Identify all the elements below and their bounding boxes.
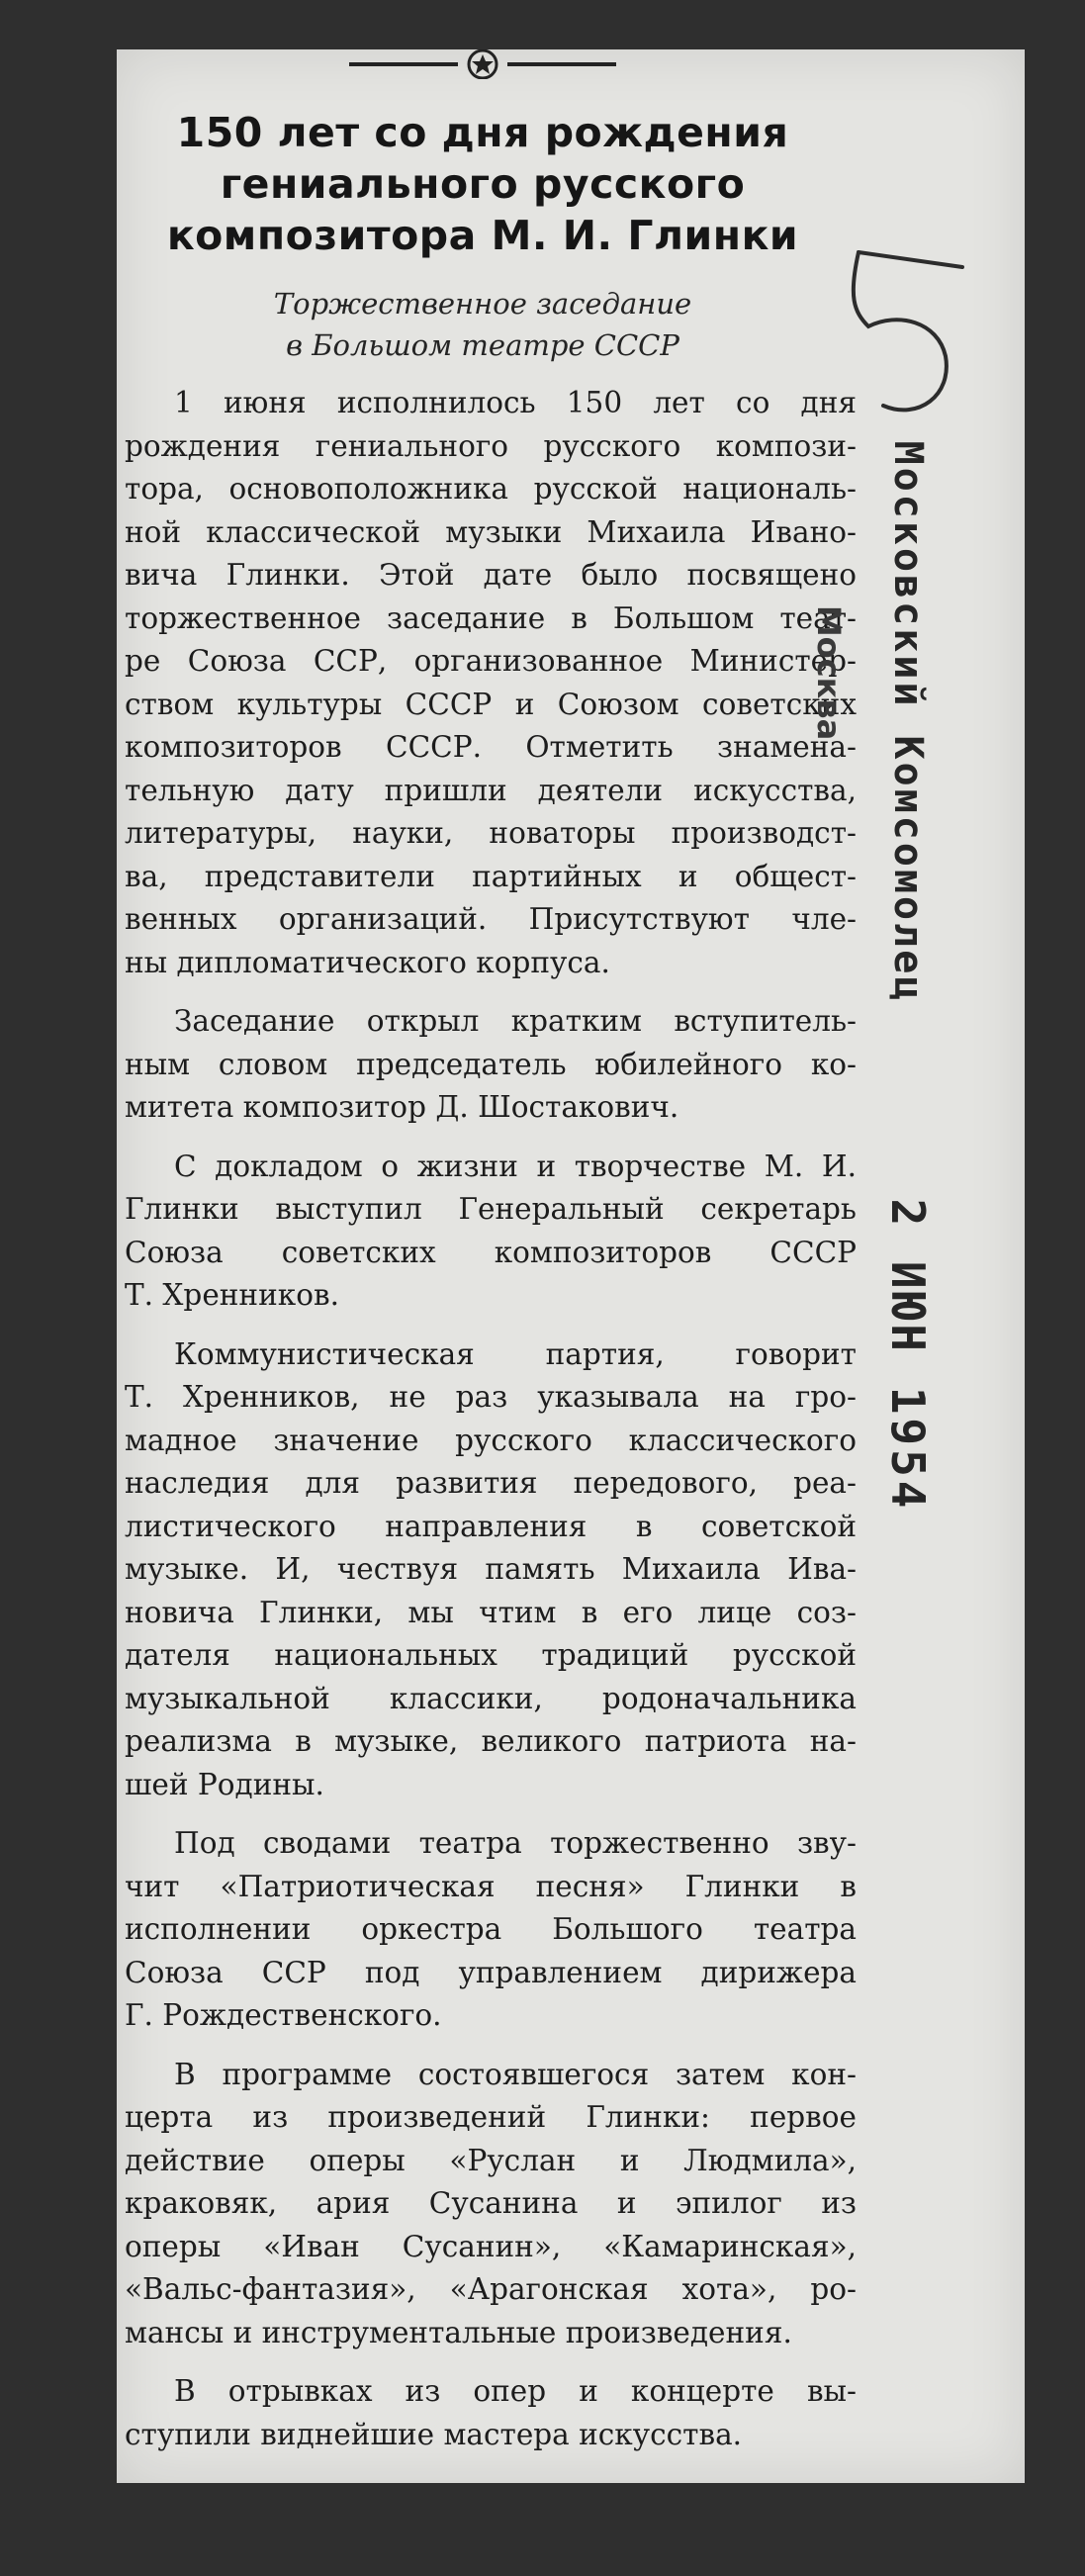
paragraph-line: ством культуры СССР и Союзом советских (125, 687, 857, 721)
article-paragraph (125, 1146, 857, 1318)
paragraph-line: чит «Патриотическая песня» Глинки в (125, 1869, 857, 1903)
paragraph-line: Т. Хренников. (125, 1278, 339, 1312)
paragraph-line: литературы, науки, новаторы производст- (125, 816, 857, 850)
paragraph-line: ны дипломатического корпуса. (125, 945, 610, 979)
paragraph-line: Коммунистическая партия, говорит (174, 1336, 857, 1371)
city-stamp-text: Москва (810, 604, 848, 741)
paragraph-line: мадное значение русского классического (125, 1423, 857, 1457)
paragraph-line: Г. Рождественского. (125, 1998, 442, 2032)
article-paragraph (125, 382, 857, 984)
paragraph-line: «Вальс-фантазия», «Арагонская хота», ро- (125, 2272, 857, 2306)
publication-stamp (878, 425, 938, 1019)
title-line: 150 лет со дня рождения (176, 109, 789, 156)
subtitle-line: Торжественное заседание (273, 287, 692, 321)
paragraph-line: музыкальной классики, родоначальника (125, 1681, 857, 1715)
title-line: композитора М. И. Глинки (166, 212, 799, 259)
subtitle-line: в Большом театре СССР (286, 328, 679, 362)
paragraph-line: В программе состоявшегося затем кон- (174, 2057, 857, 2091)
paragraph-line: 1 июня исполнилось 150 лет со дня (174, 386, 857, 419)
article-paragraph (125, 1334, 857, 1807)
paragraph-line: венных организаций. Присутствуют чле- (125, 902, 857, 936)
paragraph-line: действие оперы «Руслан и Людмила», (125, 2143, 857, 2177)
paragraph-line: С докладом о жизни и творчестве М. И. (174, 1149, 857, 1183)
date-stamp-text: 2 ИЮН 1954 (881, 1198, 935, 1513)
paragraph-line: рождения гениального русского компози- (125, 428, 857, 463)
paragraph-line: шей Родины. (125, 1767, 324, 1801)
paragraph-line: Союза ССР под управлением дирижера (125, 1955, 857, 1989)
paragraph-line: Под сводами театра торжественно зву- (174, 1826, 857, 1860)
article-paragraph (125, 2054, 857, 2355)
paragraph-line: церта из произведений Глинки: первое (125, 2100, 857, 2134)
paragraph-line: реализма в музыке, великого патриота на- (125, 1724, 857, 1758)
paragraph-line: музыке. И, чествуя память Михаила Ива- (125, 1552, 857, 1586)
paragraph-line: исполнении оркестра Большого театра (125, 1912, 857, 1946)
paragraph-line: Т. Хренников, не раз указывала на гро- (125, 1380, 857, 1414)
star-ornament-icon (349, 49, 616, 79)
paragraph-line: новича Глинки, мы чтим в его лице соз- (125, 1595, 857, 1629)
paragraph-line: листического направления в советской (125, 1509, 857, 1543)
paragraph-line: оперы «Иван Сусанин», «Камаринская», (125, 2229, 857, 2263)
paragraph-line: Заседание открыл кратким вступитель- (174, 1004, 857, 1038)
publication-stamp-text: Московский Комсомолец (885, 440, 931, 1004)
paragraph-line: тора, основоположника русской националь- (125, 472, 857, 506)
date-stamp (868, 1118, 948, 1593)
paragraph-line: ва, представители партийных и общест- (125, 859, 857, 893)
paragraph-line: ным словом председатель юбилейного ко- (125, 1047, 857, 1081)
article-paragraph (125, 2370, 857, 2456)
handwritten-mark (829, 237, 987, 435)
article-paragraph (125, 1822, 857, 2038)
paragraph-line: композиторов СССР. Отметить знамена- (125, 730, 857, 764)
paragraph-line: ступили виднейшие мастера искусства. (125, 2417, 743, 2451)
paragraph-line: краковяк, ария Сусанина и эпилог из (125, 2186, 857, 2220)
paragraph-line: дателя национальных традиций русской (125, 1638, 857, 1672)
article-subtitle (156, 283, 809, 366)
paragraph-line: тельную дату пришли деятели искусства, (125, 773, 857, 807)
article-paragraph (125, 1000, 857, 1130)
paragraph-line: наследия для развития передового, реа- (125, 1466, 857, 1500)
paragraph-line: вича Глинки. Этой дате было посвящено (125, 558, 857, 592)
newspaper-clipping (117, 49, 857, 2483)
archive-sheet (117, 49, 1025, 2483)
article-title (156, 107, 809, 261)
title-line: гениального русского (220, 160, 746, 208)
city-stamp (809, 564, 849, 782)
paragraph-line: Глинки выступил Генеральный секретарь (125, 1192, 857, 1226)
paragraph-line: Союза советских композиторов СССР (125, 1235, 857, 1269)
article-body (125, 382, 857, 2472)
paragraph-line: митета композитор Д. Шостакович. (125, 1090, 679, 1124)
paragraph-line: мансы и инструментальные произведения. (125, 2315, 792, 2349)
paragraph-line: ной классической музыки Михаила Ивано- (125, 514, 857, 549)
paragraph-line: ре Союза ССР, организованное Министер- (125, 644, 857, 678)
paragraph-line: В отрывках из опер и концерте вы- (174, 2374, 857, 2408)
paragraph-line: торжественное заседание в Большом теат- (125, 600, 857, 635)
